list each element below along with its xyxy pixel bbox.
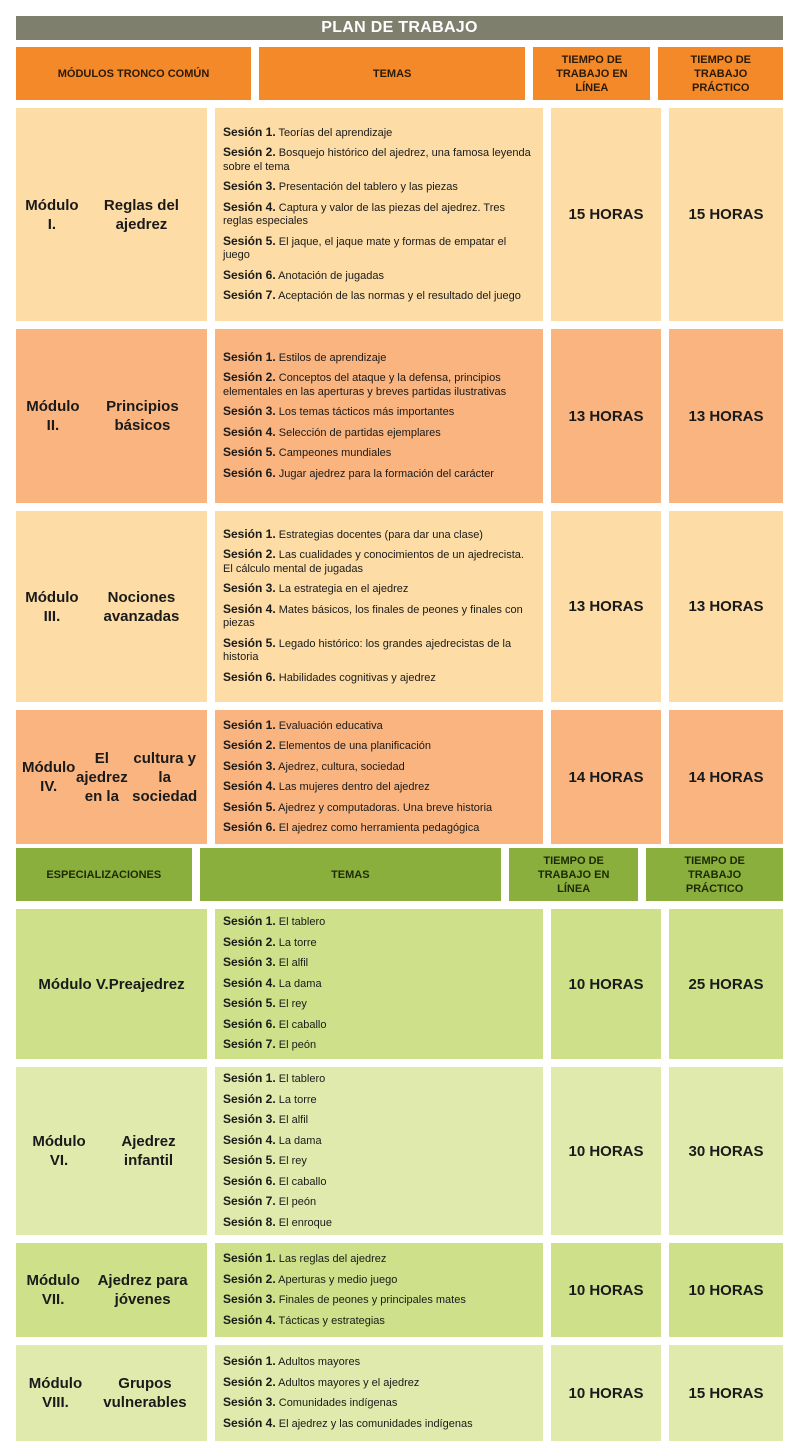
topics-cell [215,329,543,503]
session-item [223,1273,535,1288]
session-label: Sesión 2. [223,1271,276,1286]
session-text: El enroque [278,1216,332,1229]
especializaciones-section [16,848,783,1449]
session-item [223,405,535,420]
session-item [223,719,535,734]
topics-cell [215,511,543,702]
session-text: El caballo [278,1175,327,1188]
module-name-cell [16,1067,207,1235]
session-label: Sesión 3. [223,955,276,970]
session-item [223,1072,535,1087]
session-item [223,603,535,631]
session-label: Sesión 2. [223,738,276,752]
session-label: Sesión 1. [223,526,276,541]
session-label: Sesión 3. [223,404,276,419]
session-item [223,760,535,775]
session-item [223,126,535,141]
session-text: El alfil [278,957,309,970]
module-row [16,329,783,503]
session-item [223,1376,535,1391]
session-item [223,977,535,992]
online-hours: 10 HORAS [551,1243,661,1337]
module-name-line: Ajedrez para jóvenes [97,1272,188,1308]
module-name-line: Módulo V. [38,975,109,993]
header-topics: TEMAS [259,47,525,100]
session-text: Evaluación educativa [278,719,383,732]
session-text: El ajedrez y las comunidades indígenas [278,1417,473,1430]
session-text: Las mujeres dentro del ajedrez [278,781,430,793]
session-text: El ajedrez como herramienta pedagógica [278,822,480,834]
session-item [223,467,535,482]
practice-hours: 15 HORAS [669,108,783,321]
session-text: Conceptos del ataque y la defensa, principios elementales en las aperturas y breves partidas ilustrativas [223,372,507,398]
session-label: Sesión 6. [223,820,276,834]
session-text: El caballo [278,1018,327,1031]
session-text: Las cualidades y conocimientos de un ajedrecista. El cálculo mental de jugadas [223,549,524,575]
session-item [223,956,535,971]
header-online-time: TIEMPO DE TRABAJO EN LÍNEA [533,47,650,100]
module-name-line: Módulo IV. [22,759,76,795]
module-row [16,909,783,1059]
session-label: Sesión 4. [223,601,276,616]
session-text: Jugar ajedrez para la formación del carácter [278,467,494,480]
session-text: El rey [278,1155,307,1167]
session-text: Bosquejo histórico del ajedrez, una famosa leyenda sobre el tema [223,147,531,173]
session-text: Tácticas y estrategias [278,1314,385,1327]
session-label: Sesión 2. [223,1091,276,1106]
session-label: Sesión 5. [223,799,276,814]
session-text: Aperturas y medio juego [278,1273,398,1286]
module-row [16,511,783,702]
session-text: Mates básicos, los finales de peones y finales con piezas [223,603,523,630]
session-text: La dama [278,1134,322,1147]
module-row [16,1067,783,1235]
online-hours: 10 HORAS [551,1067,661,1235]
session-label: Sesión 1. [223,717,276,732]
session-label: Sesión 3. [223,758,276,773]
session-label: Sesión 4. [223,975,276,990]
session-label: Sesión 1. [223,1251,276,1265]
session-item [223,1293,535,1308]
session-label: Sesión 7. [223,1194,276,1208]
session-label: Sesión 7. [223,288,276,302]
session-label: Sesión 6. [223,1173,276,1188]
session-text: Elementos de una planificación [278,740,432,752]
session-text: El peón [278,1039,317,1052]
topics-cell [215,1345,543,1441]
module-name-cell [16,1243,207,1337]
session-item [223,1154,535,1169]
session-item [223,351,535,366]
session-label: Sesión 6. [223,267,276,282]
module-name-line: El ajedrez en la [76,749,128,805]
module-name-line: Nociones avanzadas [103,588,180,625]
session-label: Sesión 1. [223,1071,276,1085]
session-item [223,780,535,795]
session-text: Estilos de aprendizaje [278,351,387,364]
session-label: Sesión 4. [223,779,276,793]
session-item [223,1252,535,1267]
session-text: Aceptación de las normas y el resultado del juego [278,290,521,302]
session-item [223,1195,535,1210]
session-item [223,739,535,754]
practice-hours: 30 HORAS [669,1067,783,1235]
module-row [16,710,783,844]
module-row [16,1243,783,1337]
module-name-cell [16,329,207,503]
session-text: El peón [278,1196,317,1208]
session-text: El tablero [278,916,326,929]
module-name-cell [16,511,207,702]
session-label: Sesión 3. [223,1112,276,1126]
session-item [223,997,535,1012]
session-item [223,1018,535,1033]
module-row [16,1345,783,1441]
session-item [223,582,535,597]
session-label: Sesión 5. [223,233,276,248]
topics-cell [215,1243,543,1337]
session-text: Los temas tácticos más importantes [278,406,455,419]
session-text: El rey [278,998,307,1011]
session-label: Sesión 3. [223,1292,276,1306]
header-modules: MÓDULOS TRONCO COMÚN [16,47,251,100]
session-item [223,1417,535,1432]
session-item [223,269,535,284]
session-text: Estrategias docentes (para dar una clase) [278,528,483,541]
practice-hours: 25 HORAS [669,909,783,1059]
session-label: Sesión 2. [223,934,276,949]
session-label: Sesión 4. [223,1132,276,1147]
session-label: Sesión 3. [223,1395,276,1409]
session-text: Adultos mayores [278,1356,361,1368]
session-text: Anotación de jugadas [278,269,384,282]
session-text: Teorías del aprendizaje [278,126,393,139]
practice-hours: 14 HORAS [669,710,783,844]
session-label: Sesión 5. [223,445,276,460]
session-text: La estrategia en el ajedrez [278,583,409,596]
header-practice-time: TIEMPO DE TRABAJO PRÁCTICO [658,47,783,100]
session-item [223,371,535,399]
session-text: El tablero [278,1073,326,1085]
topics-cell [215,108,543,321]
topics-cell [215,1067,543,1235]
session-text: Selección de partidas ejemplares [278,426,441,439]
session-text: Presentación del tablero y las piezas [278,181,458,193]
session-item [223,1314,535,1329]
session-item [223,146,535,174]
session-text: Adultos mayores y el ajedrez [278,1376,420,1389]
topics-cell [215,710,543,844]
module-name-line: Módulo II. [26,398,80,434]
module-name-line: Módulo III. [25,588,79,625]
module-name-cell [16,710,207,844]
session-item [223,235,535,263]
header-specializations: ESPECIALIZACIONES [16,848,192,901]
session-text: El jaque, el jaque mate y formas de empatar el juego [223,235,507,261]
online-hours: 13 HORAS [551,511,661,702]
session-label: Sesión 7. [223,1037,276,1052]
session-label: Sesión 1. [223,1354,276,1368]
especializaciones-header-row [16,848,783,901]
module-name-line: Módulo VIII. [28,1375,83,1411]
session-label: Sesión 6. [223,465,276,480]
practice-hours: 13 HORAS [669,511,783,702]
session-item [223,180,535,195]
online-hours: 10 HORAS [551,1345,661,1441]
module-name-cell [16,1345,207,1441]
session-text: Las reglas del ajedrez [278,1253,387,1265]
online-hours: 15 HORAS [551,108,661,321]
header-topics: TEMAS [200,848,502,901]
session-text: Ajedrez, cultura, sociedad [278,760,405,773]
session-text: Comunidades indígenas [278,1397,398,1409]
module-name-line: Módulo VII. [26,1272,80,1308]
online-hours: 10 HORAS [551,909,661,1059]
session-item [223,201,535,229]
session-label: Sesión 5. [223,1153,276,1167]
module-name-cell [16,909,207,1059]
session-item [223,1355,535,1370]
practice-hours: 10 HORAS [669,1243,783,1337]
session-label: Sesión 6. [223,669,276,684]
module-name-line: Preajedrez [108,975,185,993]
session-text: La dama [278,977,322,990]
online-hours: 13 HORAS [551,329,661,503]
session-text: La torre [278,1093,317,1106]
module-name-line: Módulo VI. [32,1133,86,1169]
practice-hours: 13 HORAS [669,329,783,503]
module-name-line: Principios básicos [106,398,179,434]
session-item [223,426,535,441]
session-label: Sesión 4. [223,1415,276,1430]
session-item [223,548,535,576]
session-item [223,936,535,951]
online-hours: 14 HORAS [551,710,661,844]
session-item [223,1396,535,1411]
session-label: Sesión 6. [223,1016,276,1031]
practice-hours: 15 HORAS [669,1345,783,1441]
session-text: Captura y valor de las piezas del ajedrez. Tres reglas especiales [223,201,505,227]
session-item [223,1216,535,1231]
session-label: Sesión 2. [223,145,276,159]
topics-cell [215,909,543,1059]
session-text: La torre [278,936,317,949]
session-item [223,801,535,816]
session-label: Sesión 3. [223,179,276,193]
session-label: Sesión 2. [223,370,276,385]
session-label: Sesión 2. [223,1374,276,1389]
module-row [16,108,783,321]
session-item [223,1113,535,1128]
tronco-header-row [16,47,783,100]
module-name-line: Reglas del ajedrez [103,196,179,233]
session-item [223,1038,535,1053]
session-text: Habilidades cognitivas y ajedrez [278,671,436,684]
session-label: Sesión 4. [223,199,276,214]
module-name-line: Ajedrez infantil [121,1133,176,1169]
session-item [223,446,535,461]
session-item [223,1093,535,1108]
tronco-comun-section [16,47,783,852]
header-online-time: TIEMPO DE TRABAJO EN LÍNEA [509,848,638,901]
session-item [223,671,535,686]
session-label: Sesión 5. [223,996,276,1011]
session-item [223,821,535,836]
session-text: Ajedrez y computadoras. Una breve historia [278,801,493,814]
session-item [223,1134,535,1149]
session-label: Sesión 5. [223,635,276,650]
session-item [223,528,535,543]
session-item [223,289,535,304]
session-label: Sesión 4. [223,424,276,439]
session-text: Finales de peones y principales mates [278,1294,466,1306]
session-label: Sesión 2. [223,547,276,562]
module-name-line: Grupos vulnerables [103,1375,187,1411]
session-label: Sesión 1. [223,349,276,364]
module-name-line: Módulo I. [25,196,79,233]
session-label: Sesión 8. [223,1214,276,1229]
session-text: Campeones mundiales [278,447,392,460]
session-item [223,1175,535,1190]
module-name-line: cultura y la sociedad [132,749,198,805]
session-label: Sesión 3. [223,581,276,596]
session-label: Sesión 1. [223,914,276,929]
session-item [223,915,535,930]
page-title: PLAN DE TRABAJO [16,16,783,40]
session-label: Sesión 4. [223,1312,276,1327]
session-text: Legado histórico: los grandes ajedrecistas de la historia [223,637,512,664]
module-name-cell [16,108,207,321]
session-item [223,637,535,665]
session-text: El alfil [278,1114,309,1126]
header-practice-time: TIEMPO DE TRABAJO PRÁCTICO [646,848,783,901]
session-label: Sesión 1. [223,124,276,139]
